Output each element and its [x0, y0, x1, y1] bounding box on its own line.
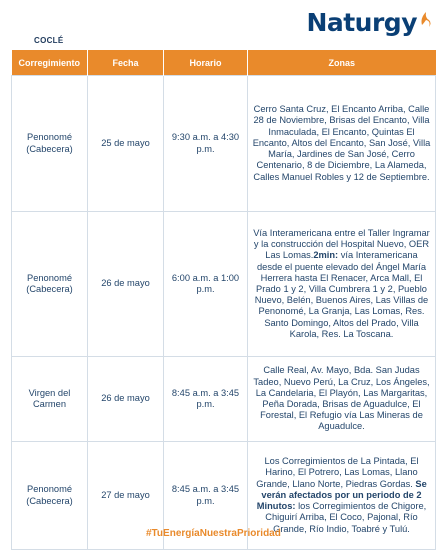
- cell-fecha: 27 de mayo: [88, 442, 164, 550]
- cell-fecha: 25 de mayo: [88, 76, 164, 212]
- zones-text: Los Corregimientos de La Pintada, El Harino, El Potrero, Las Lomas, Llano Grande, Llano Norte, Piedras Gordas.: [256, 456, 419, 489]
- table-row: [12, 76, 436, 212]
- cell-fecha: 26 de mayo: [88, 357, 164, 442]
- hashtag-footer: #TuEnergíaNuestraPrioridad: [146, 528, 281, 539]
- cell-zonas: [248, 357, 436, 442]
- header-horario: Horario: [164, 50, 248, 76]
- zones-text: Cerro Santa Cruz, El Encanto Arriba, Calle 28 de Noviembre, Brisas del Encanto, Villa Inmaculada, El Encanto, Quintas El Encanto, Altos del Encanto, San José, Villa María, Jardines de San José, Cerro Centenario, 8 de Diciembre, La Alameda, Calles Manuel Robles y 12 de Septiembre.: [252, 104, 431, 182]
- zones-text: Vía Interamericana entre el Taller Ingramar y la construcción del Hospital Nuevo, OER Las Lomas.: [253, 227, 430, 261]
- zones-highlight: Se verán afectados por un periodo de 2 Minutos:: [256, 478, 427, 512]
- table-header-row: [12, 50, 436, 76]
- table-row: [12, 357, 436, 442]
- cell-corregimiento: Penonomé (Cabecera): [12, 76, 88, 212]
- naturgy-logo: [306, 8, 433, 37]
- logo-text: Naturgy: [306, 8, 417, 37]
- zones-text: los Corregimientos de Chigore, Chiguirí Arriba, El Coco, Pajonal, Río Grande, Río Indio, Toabré y Tulú.: [265, 501, 427, 534]
- zones-text: vía Interamericana desde el puente elevado del Ángel María Herrera hasta El Renacer, Arca Mall, El Prado 1 y 2, Villa Cumbrera 1 y 2, Pueblo Nuevo, Belén, Buenos Aires, Las Villas de Penonomé, La Granja, Las Lomas, Res. Santo Domingo, Altos del Prado, Villa Karola, Res. La Toscana.: [254, 250, 429, 339]
- cell-zonas: [248, 212, 436, 357]
- cell-fecha: 26 de mayo: [88, 212, 164, 357]
- cell-horario: 6:00 a.m. a 1:00 p.m.: [164, 212, 248, 357]
- cell-corregimiento: Penonomé (Cabecera): [12, 442, 88, 550]
- cell-zonas: [248, 76, 436, 212]
- zones-highlight: 2min:: [313, 250, 339, 261]
- header-corregimiento: Corregimiento: [12, 50, 88, 76]
- region-title: COCLÉ: [34, 36, 64, 45]
- cell-horario: 8:45 a.m. a 3:45 p.m.: [164, 442, 248, 550]
- cell-corregimiento: Virgen del Carmen: [12, 357, 88, 442]
- zones-text: Calle Real, Av. Mayo, Bda. San Judas Tadeo, Nuevo Perú, La Cruz, Los Ángeles, La Candelaria, El Playón, Las Margaritas, Peña Dorada, Brisas de Aguadulce, El Forestal, El Refugio vía Las Mineras de Aguadulce.: [253, 365, 430, 432]
- header-zonas: Zonas: [248, 50, 436, 76]
- cell-horario: 8:45 a.m. a 3:45 p.m.: [164, 357, 248, 442]
- flame-icon: [419, 9, 433, 31]
- table-row: [12, 212, 436, 357]
- header-fecha: Fecha: [88, 50, 164, 76]
- cell-corregimiento: Penonomé (Cabecera): [12, 212, 88, 357]
- outage-schedule-table: [11, 50, 436, 550]
- cell-horario: 9:30 a.m. a 4:30 p.m.: [164, 76, 248, 212]
